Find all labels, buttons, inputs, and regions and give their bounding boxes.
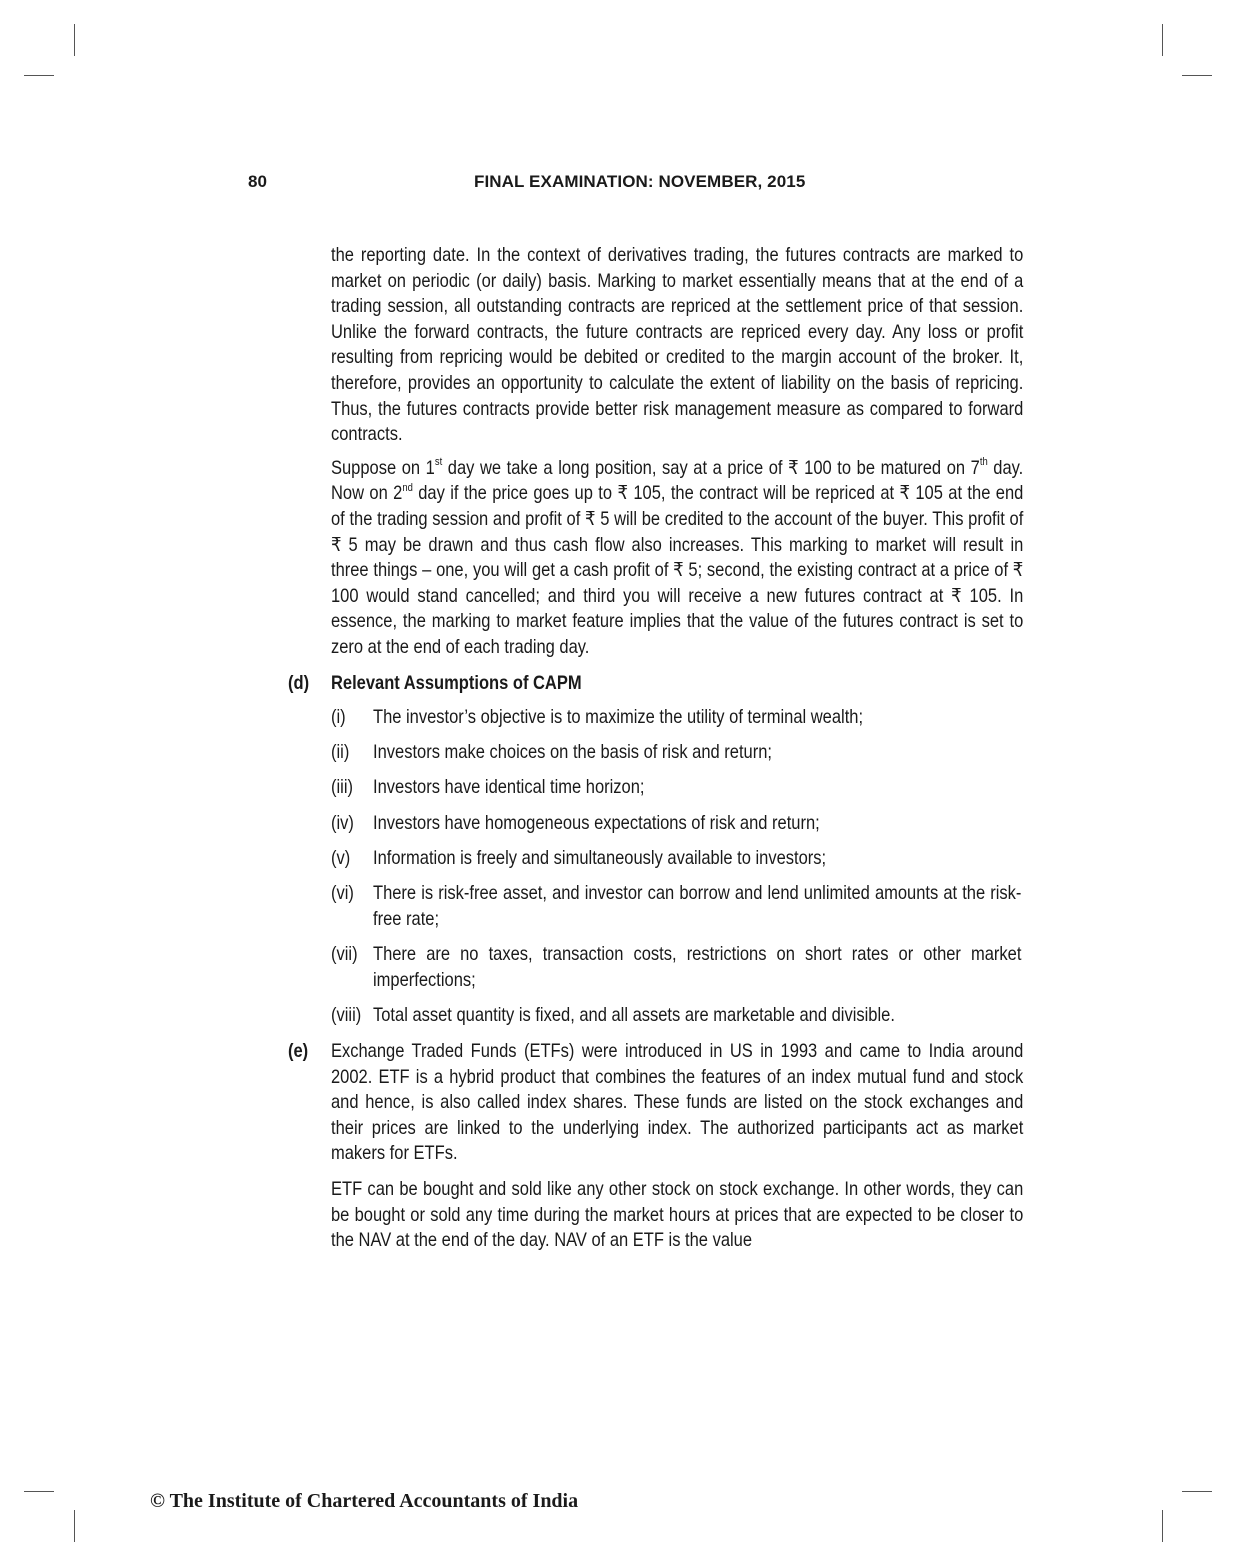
list-item-text: Investors have identical time horizon;	[373, 777, 645, 799]
list-item	[0, 942, 1238, 993]
list-item-number: (viii)	[331, 1005, 362, 1027]
p2-sup-3: nd	[402, 481, 413, 494]
list-item-number: (v)	[331, 848, 351, 870]
list-item-number: (iii)	[331, 777, 353, 799]
list-item	[0, 705, 1238, 731]
p2-sup-2: th	[979, 456, 988, 469]
list-item-text: Information is freely and simultaneously available to investors;	[373, 848, 827, 870]
section-e-paragraph-1: Exchange Traded Funds (ETFs) were introduced in US in 1993 and came to India around 2002. ETF is a hybrid product that combines the features of an index mutual fund and stock and hence, is also called index shares. These funds are listed on the stock exchanges and their prices are linked to the underlying index. The authorized participants act as market makers for ETFs.	[331, 1041, 1024, 1165]
list-item-number: (iv)	[331, 812, 354, 834]
list-item-text: The investor’s objective is to maximize the utility of terminal wealth;	[373, 706, 864, 728]
list-item	[0, 846, 1238, 872]
crop-mark-top-left-horizontal	[24, 75, 54, 76]
list-item-number: (vi)	[331, 883, 354, 905]
p2-sup-1: st	[434, 456, 443, 469]
list-item-number: (i)	[331, 706, 346, 728]
page-header	[0, 172, 1238, 194]
p2-text-1: Suppose on 1	[331, 457, 435, 479]
list-item-text: Investors have homogeneous expectations of risk and return;	[373, 812, 820, 834]
crop-mark-bottom-right-vertical	[1162, 1510, 1163, 1542]
list-item-text: There are no taxes, transaction costs, restrictions on short rates or other market imperfections;	[373, 944, 1022, 992]
paragraph-example	[331, 456, 1023, 661]
list-item-text: There is risk-free asset, and investor can borrow and lend unlimited amounts at the risk-free rate;	[373, 883, 1022, 931]
p2-text-2: day we take a long position, say at a price of ₹ 100 to be matured on 7	[442, 457, 980, 479]
crop-mark-bottom-left-horizontal	[24, 1491, 54, 1492]
footer-copyright: © The Institute of Chartered Accountants of India	[150, 1490, 579, 1512]
list-item	[0, 740, 1238, 766]
list-item	[0, 811, 1238, 837]
crop-mark-bottom-right-horizontal	[1182, 1491, 1212, 1492]
section-d-heading	[0, 671, 1238, 697]
section-e	[0, 1039, 1238, 1254]
section-d-title: Relevant Assumptions of CAPM	[331, 672, 582, 694]
crop-mark-top-right-vertical	[1162, 24, 1163, 56]
crop-mark-top-right-horizontal	[1182, 75, 1212, 76]
capm-assumptions-list	[0, 705, 1238, 1030]
list-item-number: (vii)	[331, 944, 358, 966]
crop-mark-bottom-left-vertical	[74, 1510, 75, 1542]
list-item-text: Investors make choices on the basis of risk and return;	[373, 741, 772, 763]
section-e-paragraph-2: ETF can be bought and sold like any other stock on stock exchange. In other words, they can be bought or sold any time during the market hours at prices that are expected to be closer to the NAV at the end of the day. NAV of an ETF is the value	[331, 1178, 1024, 1252]
section-e-label: (e)	[288, 1041, 309, 1063]
p2-text-4: day if the price goes up to ₹ 105, the contract will be repriced at ₹ 105 at the end of the trading session and profit of ₹ 5 will be credited to the account of the buyer. This profit of ₹ 5 may be drawn and thus cash flow also increases. This marking to market will result in three things – one, you will get a cash profit of ₹ 5; second, the existing contract at a price of ₹ 100 would stand cancelled; and third you will receive a new futures contract at ₹ 105. In essence, the marking to market feature implies that the value of the futures contract is set to zero at the end of each trading day.	[331, 483, 1024, 658]
crop-mark-top-left-vertical	[74, 24, 75, 56]
page-body	[0, 243, 1238, 1254]
p2-text-3: day. Now on 2	[331, 457, 1024, 505]
list-item-number: (ii)	[331, 741, 350, 763]
paragraph-marking-to-market: the reporting date. In the context of derivatives trading, the futures contracts are marked to market on periodic (or daily) basis. Marking to market essentially means that at the end of a trading session, all outstanding contracts are repriced at the settlement price of that session. Unlike the forward contracts, the future contracts are repriced every day. Any loss or profit resulting from repricing would be debited or credited to the margin account of the broker. It, therefore, provides an opportunity to calculate the extent of liability on the basis of repricing. Thus, the futures contracts provide better risk management measure as compared to forward contracts.	[331, 245, 1024, 446]
list-item	[0, 881, 1238, 932]
list-item-text: Total asset quantity is fixed, and all assets are marketable and divisible.	[373, 1005, 895, 1027]
list-item	[0, 1003, 1238, 1029]
list-item	[0, 775, 1238, 801]
running-head: FINAL EXAMINATION: NOVEMBER, 2015	[474, 172, 806, 191]
section-d-label: (d)	[288, 672, 310, 694]
page-number: 80	[248, 172, 267, 191]
